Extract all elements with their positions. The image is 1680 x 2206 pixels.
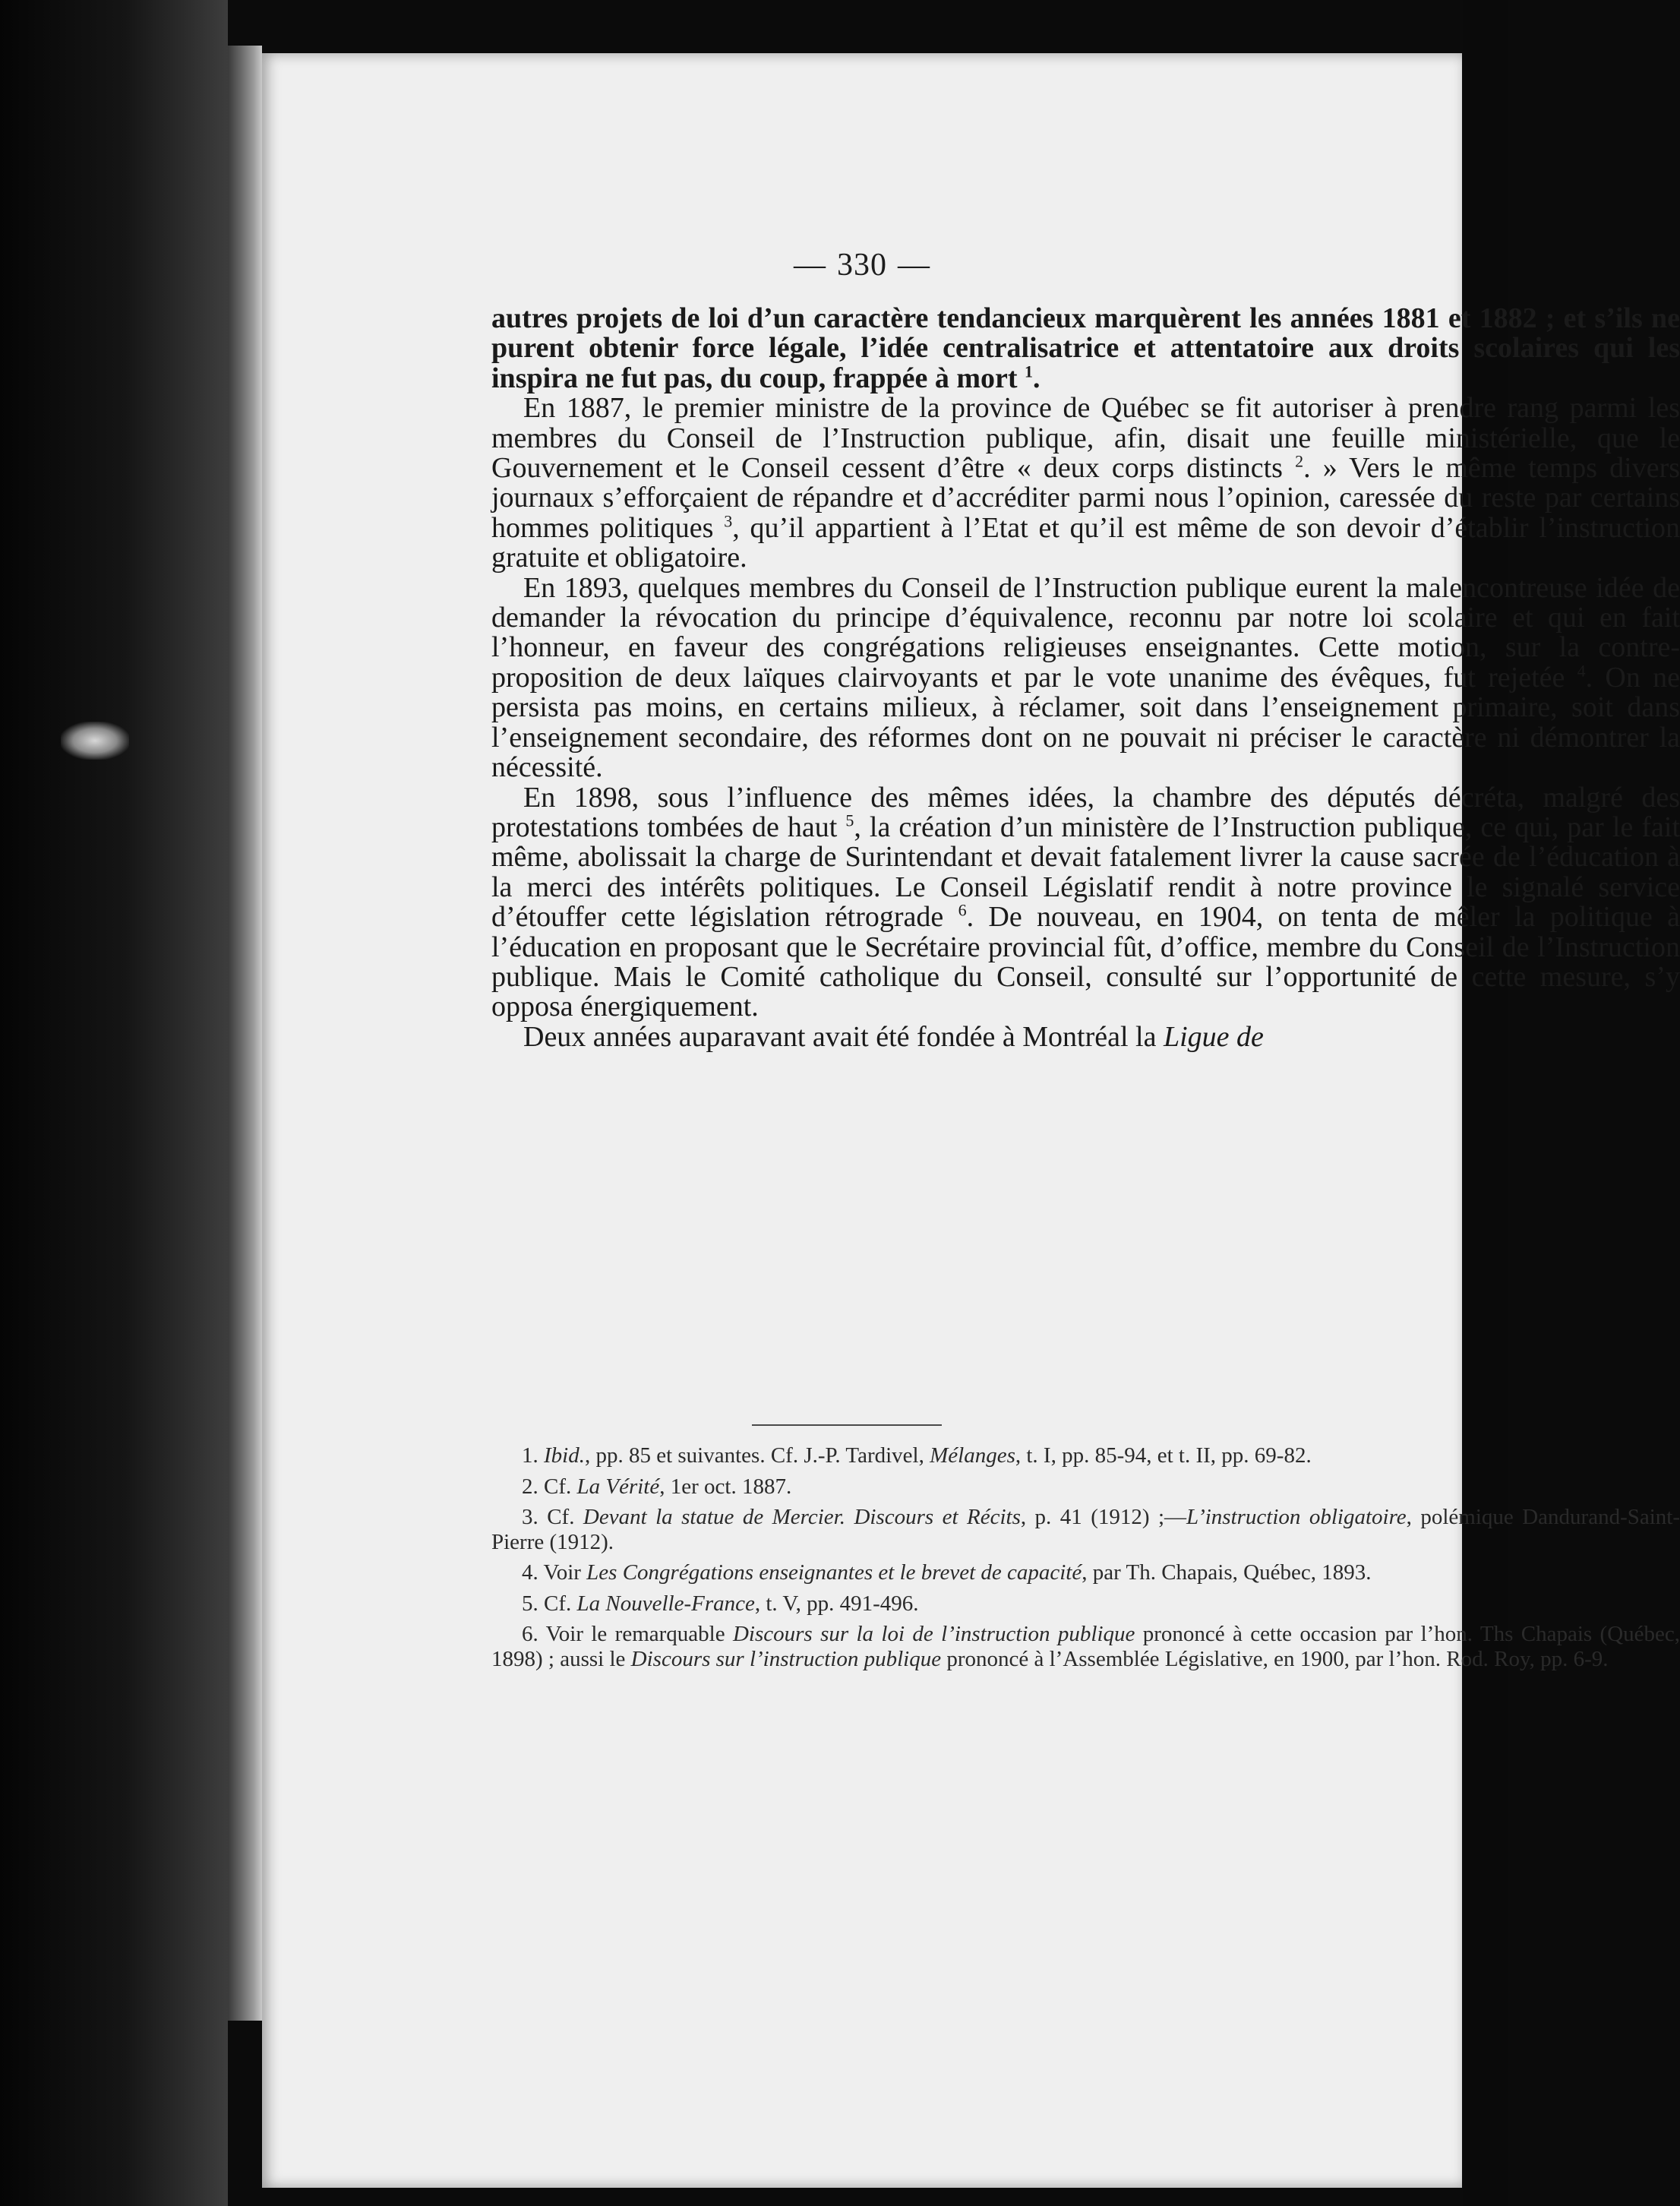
paragraph-1 bbox=[491, 304, 1680, 393]
footnote-italic: Devant la statue de Mercier. Discours et Récits bbox=[583, 1505, 1021, 1529]
note-ref-6: 6 bbox=[958, 900, 967, 920]
footnote-text: , p. 41 (1912) ;— bbox=[1020, 1505, 1187, 1529]
footnote-text: Voir le remarquable bbox=[545, 1622, 725, 1646]
paragraph-text: En 1887, le premier ministre de la province de Québec se fit autoriser à prendre rang parmi les membres du Conseil de l’Instruction publique, afin, disait une feuille ministérielle, que le Gouvernement et le Conseil cessent d’être « deux corps distincts bbox=[491, 392, 1680, 485]
book-gutter bbox=[228, 46, 262, 2021]
footnote-number: 5. bbox=[522, 1591, 538, 1616]
ligue-title: Ligue de bbox=[1163, 1020, 1264, 1053]
footnote-text: prononcé à cette occasion par l’hon. Ths Chapais (Québec, 1898) ; aussi le bbox=[491, 1622, 1680, 1671]
paragraph-text: Deux années auparavant avait été fondée à Montréal la bbox=[523, 1020, 1157, 1053]
footnote-1 bbox=[491, 1443, 1680, 1468]
footnotes bbox=[491, 1443, 1680, 1677]
footnote-text: Voir bbox=[543, 1560, 581, 1585]
paragraph-text: . » Vers le même temps divers journaux s’efforçaient de répandre et d’accréditer parmi nous l’opinion, caressée du reste par certains hommes politiques bbox=[491, 452, 1680, 544]
footnote-italic: La Vérité bbox=[576, 1474, 660, 1499]
scan-smudge bbox=[61, 722, 129, 760]
footnote-italic: Discours sur l’instruction publique bbox=[630, 1646, 942, 1671]
footnote-italic: Mélanges bbox=[930, 1443, 1015, 1468]
period: . bbox=[740, 542, 747, 574]
footnote-italic: Les Congrégations enseignantes et le brevet de capacité bbox=[586, 1560, 1082, 1585]
footnote-text: Cf. bbox=[547, 1505, 575, 1529]
footnote-italic: La Nouvelle-France bbox=[576, 1591, 755, 1616]
footnote-italic: Ibid. bbox=[544, 1443, 585, 1468]
footnote-text: , t. V, pp. 491-496. bbox=[754, 1591, 919, 1616]
paragraph-text: autres projets de loi d’un caractère tendancieux marquèrent les années 1881 et 1882 ; et s’ils ne purent obtenir force légale, l’idée centralisatrice et attentatoire aux droits scolaires qui les inspira ne fut pas, du coup, frappée à mort bbox=[491, 302, 1680, 394]
page-number-dash-right: — bbox=[898, 248, 930, 283]
footnote-italic: Discours sur la loi de l’instruction publique bbox=[732, 1622, 1135, 1646]
footnote-rule bbox=[752, 1424, 942, 1426]
paragraph-3 bbox=[491, 571, 1680, 784]
footnote-6 bbox=[491, 1622, 1680, 1671]
footnote-text: Cf. bbox=[544, 1591, 572, 1616]
page-number-dash-left: — bbox=[794, 248, 826, 283]
footnote-text: , 1er oct. 1887. bbox=[659, 1474, 792, 1499]
footnote-3 bbox=[491, 1505, 1680, 1554]
paragraph-4 bbox=[491, 783, 1680, 1022]
note-ref-4: 4 bbox=[1577, 661, 1586, 681]
paragraph-text: . On ne persista pas moins, en certains milieux, à réclamer, soit dans l’enseignement primaire, soit dans l’enseignement secondaire, des réformes dont on ne pouvait ni préciser le caractère ni démontrer la nécessité. bbox=[491, 661, 1680, 784]
paragraph-text: , la création d’un ministère de l’Instruction publique, ce qui, par le fait même, abolissait la charge de Surintendant et devait fatalement livrer la cause sacrée de l’éducation à la merci des intérêts politiques. Le Conseil Législatif rendit à notre province le signalé service d’étouffer cette législation rétrograde bbox=[491, 811, 1680, 934]
paragraph-text: En 1893, quelques membres du Conseil de l’Instruction publique eurent la malencontreuse idée de demander la révocation du principe d’équivalence, reconnu par notre loi scolaire et qui en fait l’honneur, en faveur des congrégations religieuses enseignantes. Cette motion, sur la contre-proposition de deux laïques clairvoyants et par le vote unanime des évêques, fut rejetée bbox=[491, 571, 1680, 694]
footnote-text: , par Th. Chapais, Québec, 1893. bbox=[1082, 1560, 1372, 1585]
note-ref-1: 1 bbox=[1025, 362, 1033, 381]
footnote-italic: L’instruction obligatoire bbox=[1186, 1505, 1407, 1529]
footnote-text: Cf. bbox=[544, 1474, 572, 1499]
note-ref-3: 3 bbox=[724, 511, 733, 531]
footnote-4 bbox=[491, 1560, 1680, 1585]
footnote-text: , pp. 85 et suivantes. Cf. J.-P. Tardivel, bbox=[584, 1443, 924, 1468]
footnote-number: 2. bbox=[522, 1474, 538, 1499]
body-text bbox=[491, 304, 1680, 1052]
period: . bbox=[1033, 362, 1041, 394]
paragraph-5 bbox=[491, 1022, 1680, 1052]
footnote-text: , polémique Dandurand-Saint-Pierre (1912). bbox=[491, 1505, 1680, 1554]
scan-background-left bbox=[0, 0, 228, 2206]
footnote-number: 3. bbox=[522, 1505, 538, 1529]
note-ref-5: 5 bbox=[845, 811, 854, 830]
page-number-value: 330 bbox=[837, 248, 887, 283]
footnote-number: 4. bbox=[522, 1560, 538, 1585]
footnote-number: 6. bbox=[522, 1622, 538, 1646]
page-number bbox=[262, 247, 1462, 283]
paragraph-text: . De nouveau, en 1904, on tenta de mêler la politique à l’éducation en proposant que le Secrétaire provincial fût, d’office, membre du Conseil de l’Instruction publique. Mais le Comité catholique du Conseil, consulté sur l’opportunité de cette mesure, s’y opposa énergiquement. bbox=[491, 901, 1680, 1023]
note-ref-2: 2 bbox=[1295, 451, 1304, 471]
footnote-number: 1. bbox=[522, 1443, 538, 1468]
paragraph-2 bbox=[491, 393, 1680, 573]
footnote-2 bbox=[491, 1474, 1680, 1500]
book-page bbox=[262, 53, 1680, 2188]
paragraph-text: En 1898, sous l’influence des mêmes idées, la chambre des députés décréta, malgré des protestations tombées de haut bbox=[491, 781, 1680, 843]
footnote-text: , t. I, pp. 85-94, et t. II, pp. 69-82. bbox=[1015, 1443, 1312, 1468]
paragraph-text: , qu’il appartient à l’Etat et qu’il est même de son devoir d’établir l’instruction gratuite et obligatoire bbox=[491, 511, 1680, 574]
footnote-text: prononcé à l’Assemblée Législative, en 1900, par l’hon. Rod. Roy, pp. 6-9. bbox=[946, 1646, 1609, 1671]
footnote-5 bbox=[491, 1591, 1680, 1617]
